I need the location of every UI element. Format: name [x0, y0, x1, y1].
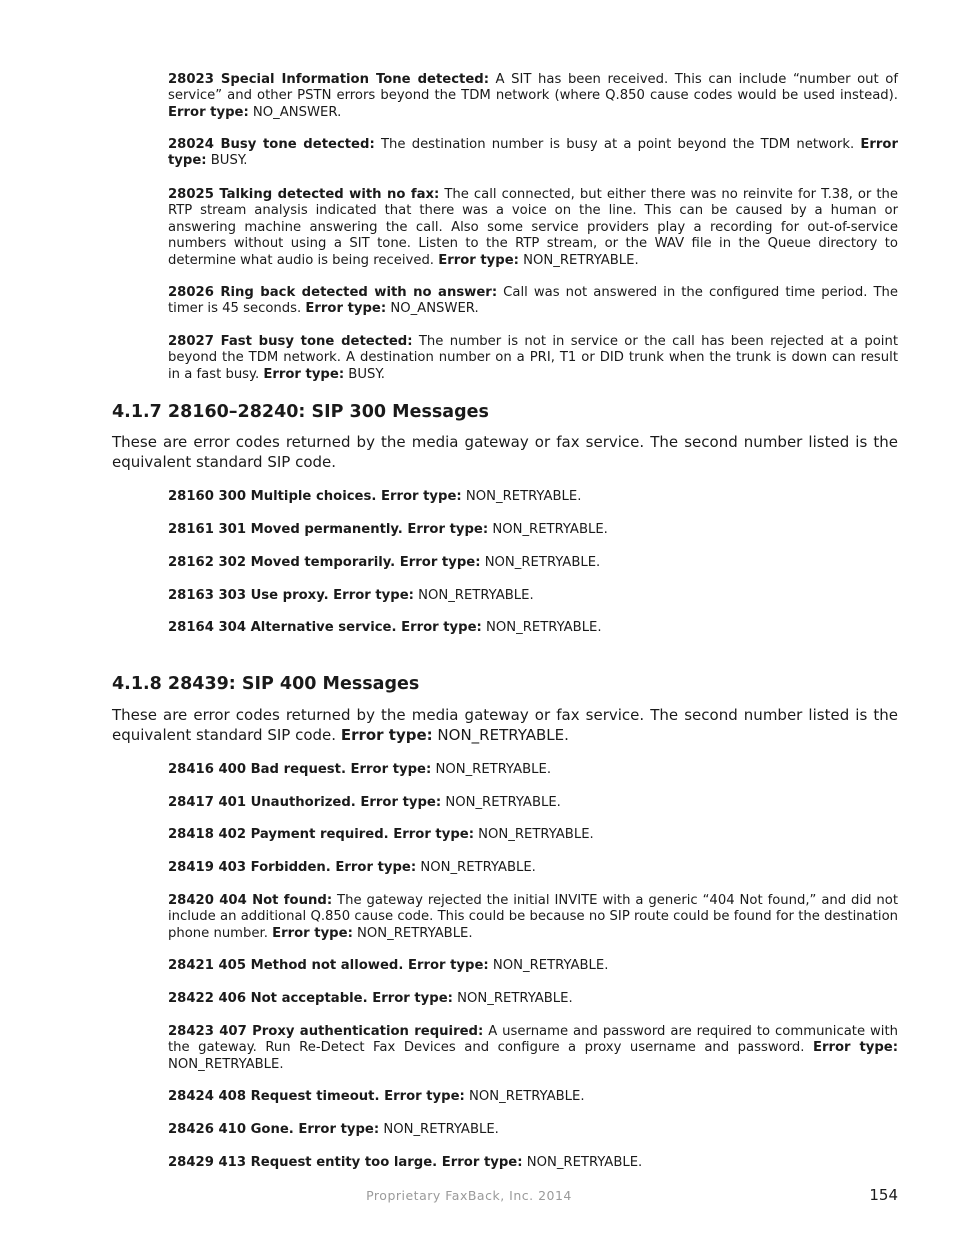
error-entry-28023: [168, 72, 898, 121]
entry-code-title: 28027 Fast busy tone detected:: [168, 334, 413, 349]
error-entry-28164: [168, 620, 898, 636]
error-type-value: NON_RETRYABLE.: [441, 795, 561, 810]
entry-code-title: 28419 403 Forbidden. Error type:: [168, 860, 417, 875]
entry-description: The gateway rejected the initial INVITE with a generic “404 Not found,” and did not include an additional Q.850 cause code. This could be because no SIP route could be found for the destination phone number.: [168, 893, 898, 941]
error-type-value: NON_RETRYABLE.: [473, 827, 594, 842]
entry-description: A SIT has been received. This can include “number out of service” and other PSTN errors beyond the TDM network (where Q.850 cause codes would be used instead).: [168, 72, 898, 104]
error-type-value: NO_ANSWER.: [386, 301, 479, 317]
entry-code-title: 28163 303 Use proxy. Error type:: [168, 588, 414, 603]
error-entry-28423: [168, 1024, 898, 1073]
section-intro-sip-300: These are error codes returned by the media gateway or fax service. The second number listed is the equivalent standard SIP code.: [112, 433, 898, 471]
section-heading-sip-300: 4.1.7 28160–28240: SIP 300 Messages: [112, 402, 489, 422]
error-type-value: NON_RETRYABLE.: [518, 252, 639, 268]
error-type-value: NON_RETRYABLE.: [488, 522, 608, 537]
error-type-value: NON_RETRYABLE.: [480, 555, 601, 570]
error-type-label: Error type:: [812, 1040, 899, 1056]
entry-code-title: 28160 300 Multiple choices. Error type:: [168, 489, 462, 504]
error-type-label: Error type:: [168, 137, 898, 169]
error-entry-28429: [168, 1155, 898, 1171]
error-type-label: Error type:: [272, 925, 353, 941]
entry-code-title: 28164 304 Alternative service. Error type:: [168, 620, 482, 635]
error-type-value: NON_RETRYABLE.: [168, 1056, 284, 1072]
error-entry-28162: [168, 555, 898, 571]
error-type-value: BUSY.: [206, 153, 248, 169]
error-type-label: Error type:: [438, 252, 519, 268]
error-entry-28025: [168, 187, 898, 269]
error-entry-28420: [168, 893, 898, 942]
error-type-value: NON_RETRYABLE.: [352, 925, 473, 941]
entry-code-title: 28416 400 Bad request. Error type:: [168, 762, 432, 777]
error-entry-28419: [168, 860, 898, 876]
error-entry-28027: [168, 334, 898, 383]
error-entry-28424: [168, 1089, 898, 1105]
error-entry-28418: [168, 827, 898, 843]
entry-code-title: 28025 Talking detected with no fax:: [168, 187, 440, 202]
entry-code-title: 28422 406 Not acceptable. Error type:: [168, 991, 453, 1006]
entry-code-title: 28162 302 Moved temporarily. Error type:: [168, 555, 481, 570]
error-entry-28422: [168, 991, 898, 1007]
error-type-value: NO_ANSWER.: [248, 104, 342, 120]
entry-code-title: 28429 413 Request entity too large. Error type:: [168, 1155, 523, 1170]
entry-description: A username and password are required to communicate with the gateway. Run Re-Detect Fax Devices and configure a proxy username and password.: [168, 1024, 898, 1056]
error-entry-28417: [168, 795, 898, 811]
error-type-label: Error type:: [305, 301, 387, 317]
entry-code-title: 28424 408 Request timeout. Error type:: [168, 1089, 465, 1104]
error-entry-28160: [168, 489, 898, 505]
entry-code-title: 28024 Busy tone detected:: [168, 137, 375, 152]
section-intro-text: These are error codes returned by the media gateway or fax service. The second number listed is the equivalent standard SIP code.: [112, 706, 898, 744]
error-type-label: Error type:: [168, 104, 249, 120]
entry-description: The number is not in service or the call has been rejected at a point beyond the TDM network. A destination number on a PRI, T1 or DID trunk when the trunk is down can result in a fast busy.: [168, 334, 898, 382]
entry-code-title: 28420 404 Not found:: [168, 893, 333, 908]
footer-copyright: Proprietary FaxBack, Inc. 2014: [366, 1188, 572, 1203]
error-entry-28421: [168, 958, 898, 974]
section-intro-sip-400: [112, 706, 898, 745]
error-type-value: NON_RETRYABLE.: [461, 489, 582, 504]
error-entry-28416: [168, 762, 898, 778]
error-type-value: NON_RETRYABLE.: [432, 725, 569, 744]
error-type-value: NON_RETRYABLE.: [413, 588, 534, 603]
page-number: 154: [869, 1186, 898, 1204]
entry-description: Call was not answered in the configured time period. The timer is 45 seconds.: [168, 285, 898, 317]
entry-code-title: 28418 402 Payment required. Error type:: [168, 827, 474, 842]
entry-code-title: 28426 410 Gone. Error type:: [168, 1122, 380, 1137]
error-type-value: BUSY.: [344, 366, 385, 382]
error-entry-28024: [168, 137, 898, 170]
error-type-value: NON_RETRYABLE.: [481, 620, 602, 635]
error-type-value: NON_RETRYABLE.: [416, 860, 536, 875]
entry-description: The destination number is busy at a point beyond the TDM network.: [374, 137, 861, 152]
error-entry-28426: [168, 1122, 898, 1138]
entry-description: The call connected, but either there was no reinvite for T.38, or the RTP stream analysis indicated that there was a voice on the line. This can be caused by a human or answering machine answering the call. Also some service providers play a recording for out-of-service numbers without using a SIT tone. Listen to the RTP stream, or the WAV file in the Queue directory to determine what audio is being received.: [168, 187, 898, 268]
error-type-value: NON_RETRYABLE.: [464, 1089, 585, 1104]
error-type-value: NON_RETRYABLE.: [452, 991, 573, 1006]
error-type-value: NON_RETRYABLE.: [522, 1155, 643, 1170]
error-type-value: NON_RETRYABLE.: [488, 958, 609, 973]
error-entry-28163: [168, 588, 898, 604]
entry-code-title: 28023 Special Information Tone detected:: [168, 72, 489, 87]
section-heading-sip-400: 4.1.8 28439: SIP 400 Messages: [112, 674, 420, 694]
entry-code-title: 28423 407 Proxy authentication required:: [168, 1024, 484, 1039]
error-type-value: NON_RETRYABLE.: [379, 1122, 499, 1137]
error-type-label: Error type:: [340, 725, 433, 744]
error-type-value: NON_RETRYABLE.: [431, 762, 552, 777]
error-type-label: Error type:: [263, 366, 345, 382]
error-entry-28026: [168, 285, 898, 318]
entry-code-title: 28026 Ring back detected with no answer:: [168, 285, 498, 300]
error-entry-28161: [168, 522, 898, 538]
entry-code-title: 28161 301 Moved permanently. Error type:: [168, 522, 489, 537]
entry-code-title: 28417 401 Unauthorized. Error type:: [168, 795, 442, 810]
entry-code-title: 28421 405 Method not allowed. Error type:: [168, 958, 489, 973]
